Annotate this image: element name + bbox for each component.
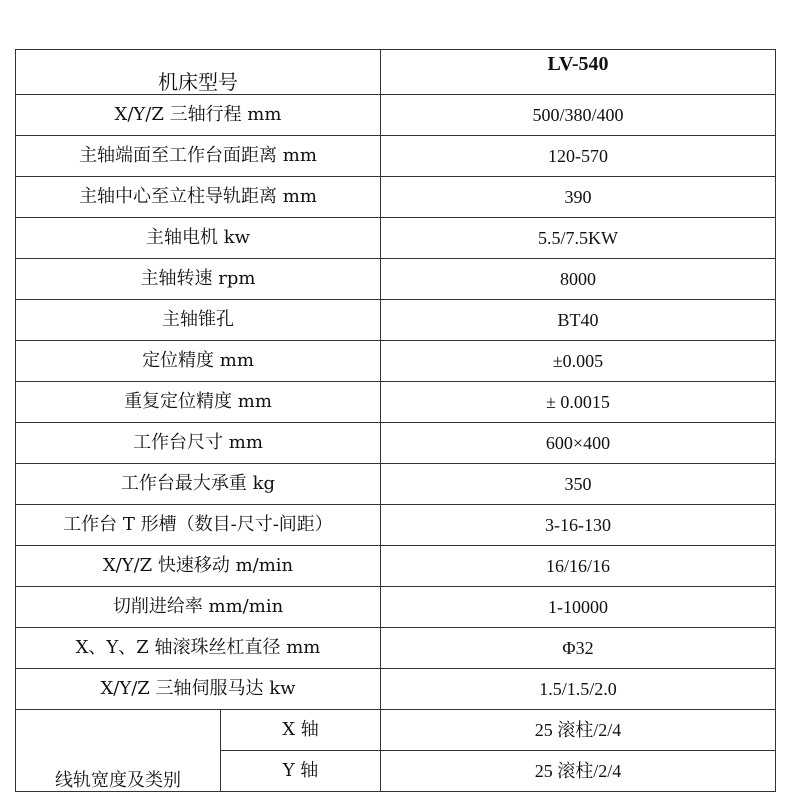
row-label: 主轴锥孔 [16,300,381,341]
table-row [16,136,776,177]
row-label: 定位精度 mm [16,341,381,382]
table-row [16,382,776,423]
table-row [16,95,776,136]
row-label: 工作台最大承重 kg [16,464,381,505]
table-row [16,587,776,628]
row-label: X、Y、Z 轴滚珠丝杠直径 mm [16,628,381,669]
table-row [16,423,776,464]
row-value: 600×400 [381,423,776,464]
row-value: 500/380/400 [381,95,776,136]
table-row [16,341,776,382]
row-label: 工作台 T 形槽（数目-尺寸-间距） [16,505,381,546]
row-label: 工作台尺寸 mm [16,423,381,464]
row-label: 主轴转速 rpm [16,259,381,300]
table-row [16,628,776,669]
rail-axis-label: X 轴 [221,710,381,751]
row-label: 重复定位精度 mm [16,382,381,423]
row-value: 390 [381,177,776,218]
row-value: 120-570 [381,136,776,177]
model-label: 机床型号 [16,50,381,95]
table-row [16,710,776,751]
row-value: 1-10000 [381,587,776,628]
model-value: LV-540 [381,50,776,95]
table-row [16,177,776,218]
rail-group-label: 线轨宽度及类别 [16,710,221,792]
row-value: 3-16-130 [381,505,776,546]
rail-axis-value: 25 滚柱/2/4 [381,751,776,792]
rail-axis-value: 25 滚柱/2/4 [381,710,776,751]
table-row [16,546,776,587]
table-row [16,218,776,259]
row-label: X/Y/Z 三轴行程 mm [16,95,381,136]
row-value: 1.5/1.5/2.0 [381,669,776,710]
table-header-row [16,50,776,95]
row-label: 主轴中心至立柱导轨距离 mm [16,177,381,218]
table-row [16,259,776,300]
row-label: 主轴端面至工作台面距离 mm [16,136,381,177]
row-label: 主轴电机 kw [16,218,381,259]
row-value: 5.5/7.5KW [381,218,776,259]
row-value: Φ32 [381,628,776,669]
table-row [16,505,776,546]
row-value: 350 [381,464,776,505]
table-row [16,300,776,341]
rail-axis-label: Y 轴 [221,751,381,792]
row-label: X/Y/Z 三轴伺服马达 kw [16,669,381,710]
row-value: BT40 [381,300,776,341]
row-value: 16/16/16 [381,546,776,587]
row-label: X/Y/Z 快速移动 m/min [16,546,381,587]
table-row [16,669,776,710]
spec-table [15,49,776,792]
table-row [16,464,776,505]
row-value: ±0.005 [381,341,776,382]
row-value: ± 0.0015 [381,382,776,423]
row-value: 8000 [381,259,776,300]
row-label: 切削进给率 mm/min [16,587,381,628]
